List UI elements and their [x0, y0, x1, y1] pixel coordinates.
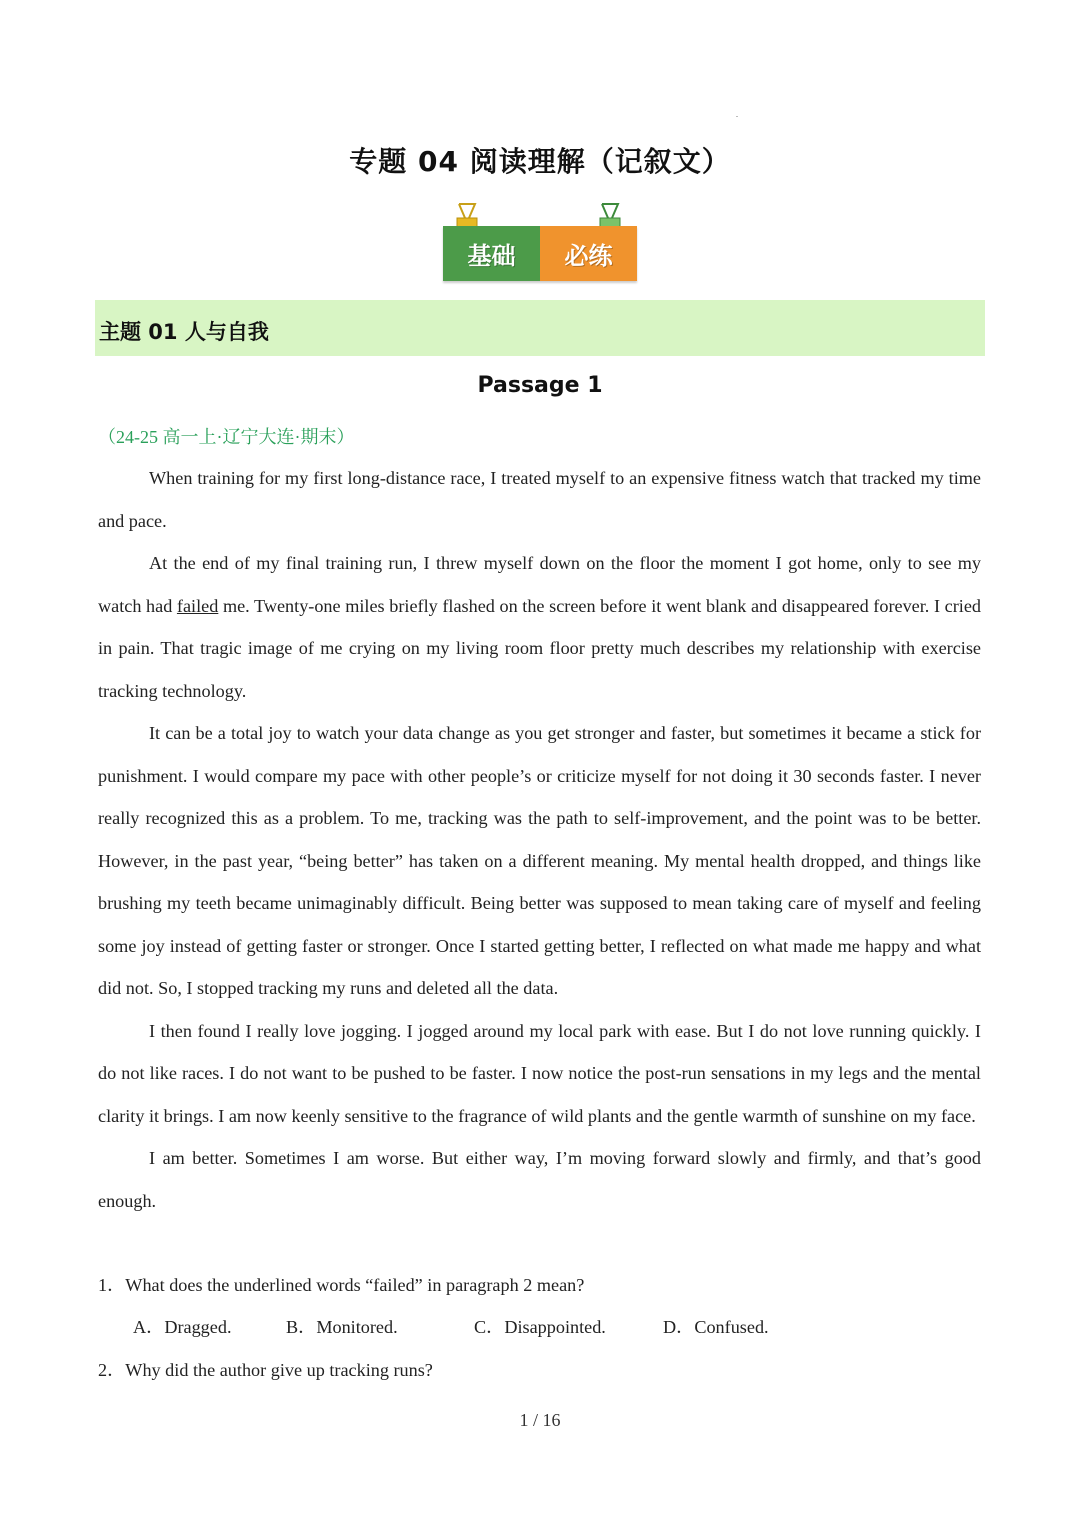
paragraph-2-text-rest: me. Twenty-one miles briefly flashed on the screen before it went blank and disappeared forever. I cried in pain. That tragic image of me crying on my living room floor pretty much describes my relationship with exercise tracking technology. — [98, 595, 981, 701]
section-badge — [443, 202, 637, 282]
badge-practice-label: 必练 — [540, 226, 637, 281]
paragraph-2 — [98, 542, 981, 712]
option-c: C．Disappointed. — [474, 1317, 606, 1337]
passage-body — [98, 457, 981, 1222]
speck — [736, 116, 738, 117]
question-1-options — [133, 1306, 933, 1348]
topic-bar — [95, 300, 985, 356]
passage-source: （24-25 高一上·辽宁大连·期末） — [98, 427, 355, 447]
paragraph-4: I then found I really love jogging. I jogged around my local park with ease. But I do not love running quickly. I do not like races. I do not want to be pushed to be faster. I now notice the post-run sensations in my legs and the mental clarity it brings. I am now keenly sensitive to the fragrance of wild plants and the gentle warmth of sunshine on my face. — [98, 1020, 981, 1126]
question-2: 2．Why did the author give up tracking runs? — [98, 1360, 433, 1380]
option-a: A．Dragged. — [133, 1317, 232, 1337]
passage-title: Passage 1 — [477, 373, 603, 398]
topic-heading: 主题 01 人与自我 — [99, 320, 269, 344]
badge-box — [443, 226, 637, 281]
paragraph-2-text: At the end of my final training run, I threw myself down on the floor the moment I got home, only to see my watch had — [98, 553, 981, 616]
paragraph-3: It can be a total joy to watch your data change as you get stronger and faster, but sometimes it became a stick for punishment. I would compare my pace with other people’s or criticize myself for not doing it 30 seconds faster. I never really recognized this as a problem. To me, tracking was the path to self-improvement, and the point was to be better. However, in the past year, “being better” has taken on a different meaning. My mental health dropped, and things like brushing my teeth became unimaginably difficult. Being better was supposed to mean taking care of myself and feeling some joy instead of getting faster or stronger. Once I started getting better, I reflected on what made me happy and what did not. So, I stopped tracking my runs and deleted all the data. — [98, 723, 981, 998]
option-d: D．Confused. — [663, 1317, 769, 1337]
page-number: 1 / 16 — [519, 1410, 561, 1430]
underlined-word: failed — [176, 595, 219, 616]
question-1: 1．What does the underlined words “failed” in paragraph 2 mean? — [98, 1275, 585, 1295]
option-b: B．Monitored. — [286, 1317, 398, 1337]
badge-basic-label: 基础 — [443, 226, 540, 281]
paragraph-1: When training for my first long-distance race, I treated myself to an expensive fitness watch that tracked my time and pace. — [98, 468, 981, 531]
paragraph-5: I am better. Sometimes I am worse. But either way, I’m moving forward slowly and firmly, and that’s good enough. — [98, 1148, 981, 1211]
document-title: 专题 04 阅读理解（记叙文） — [349, 145, 731, 178]
